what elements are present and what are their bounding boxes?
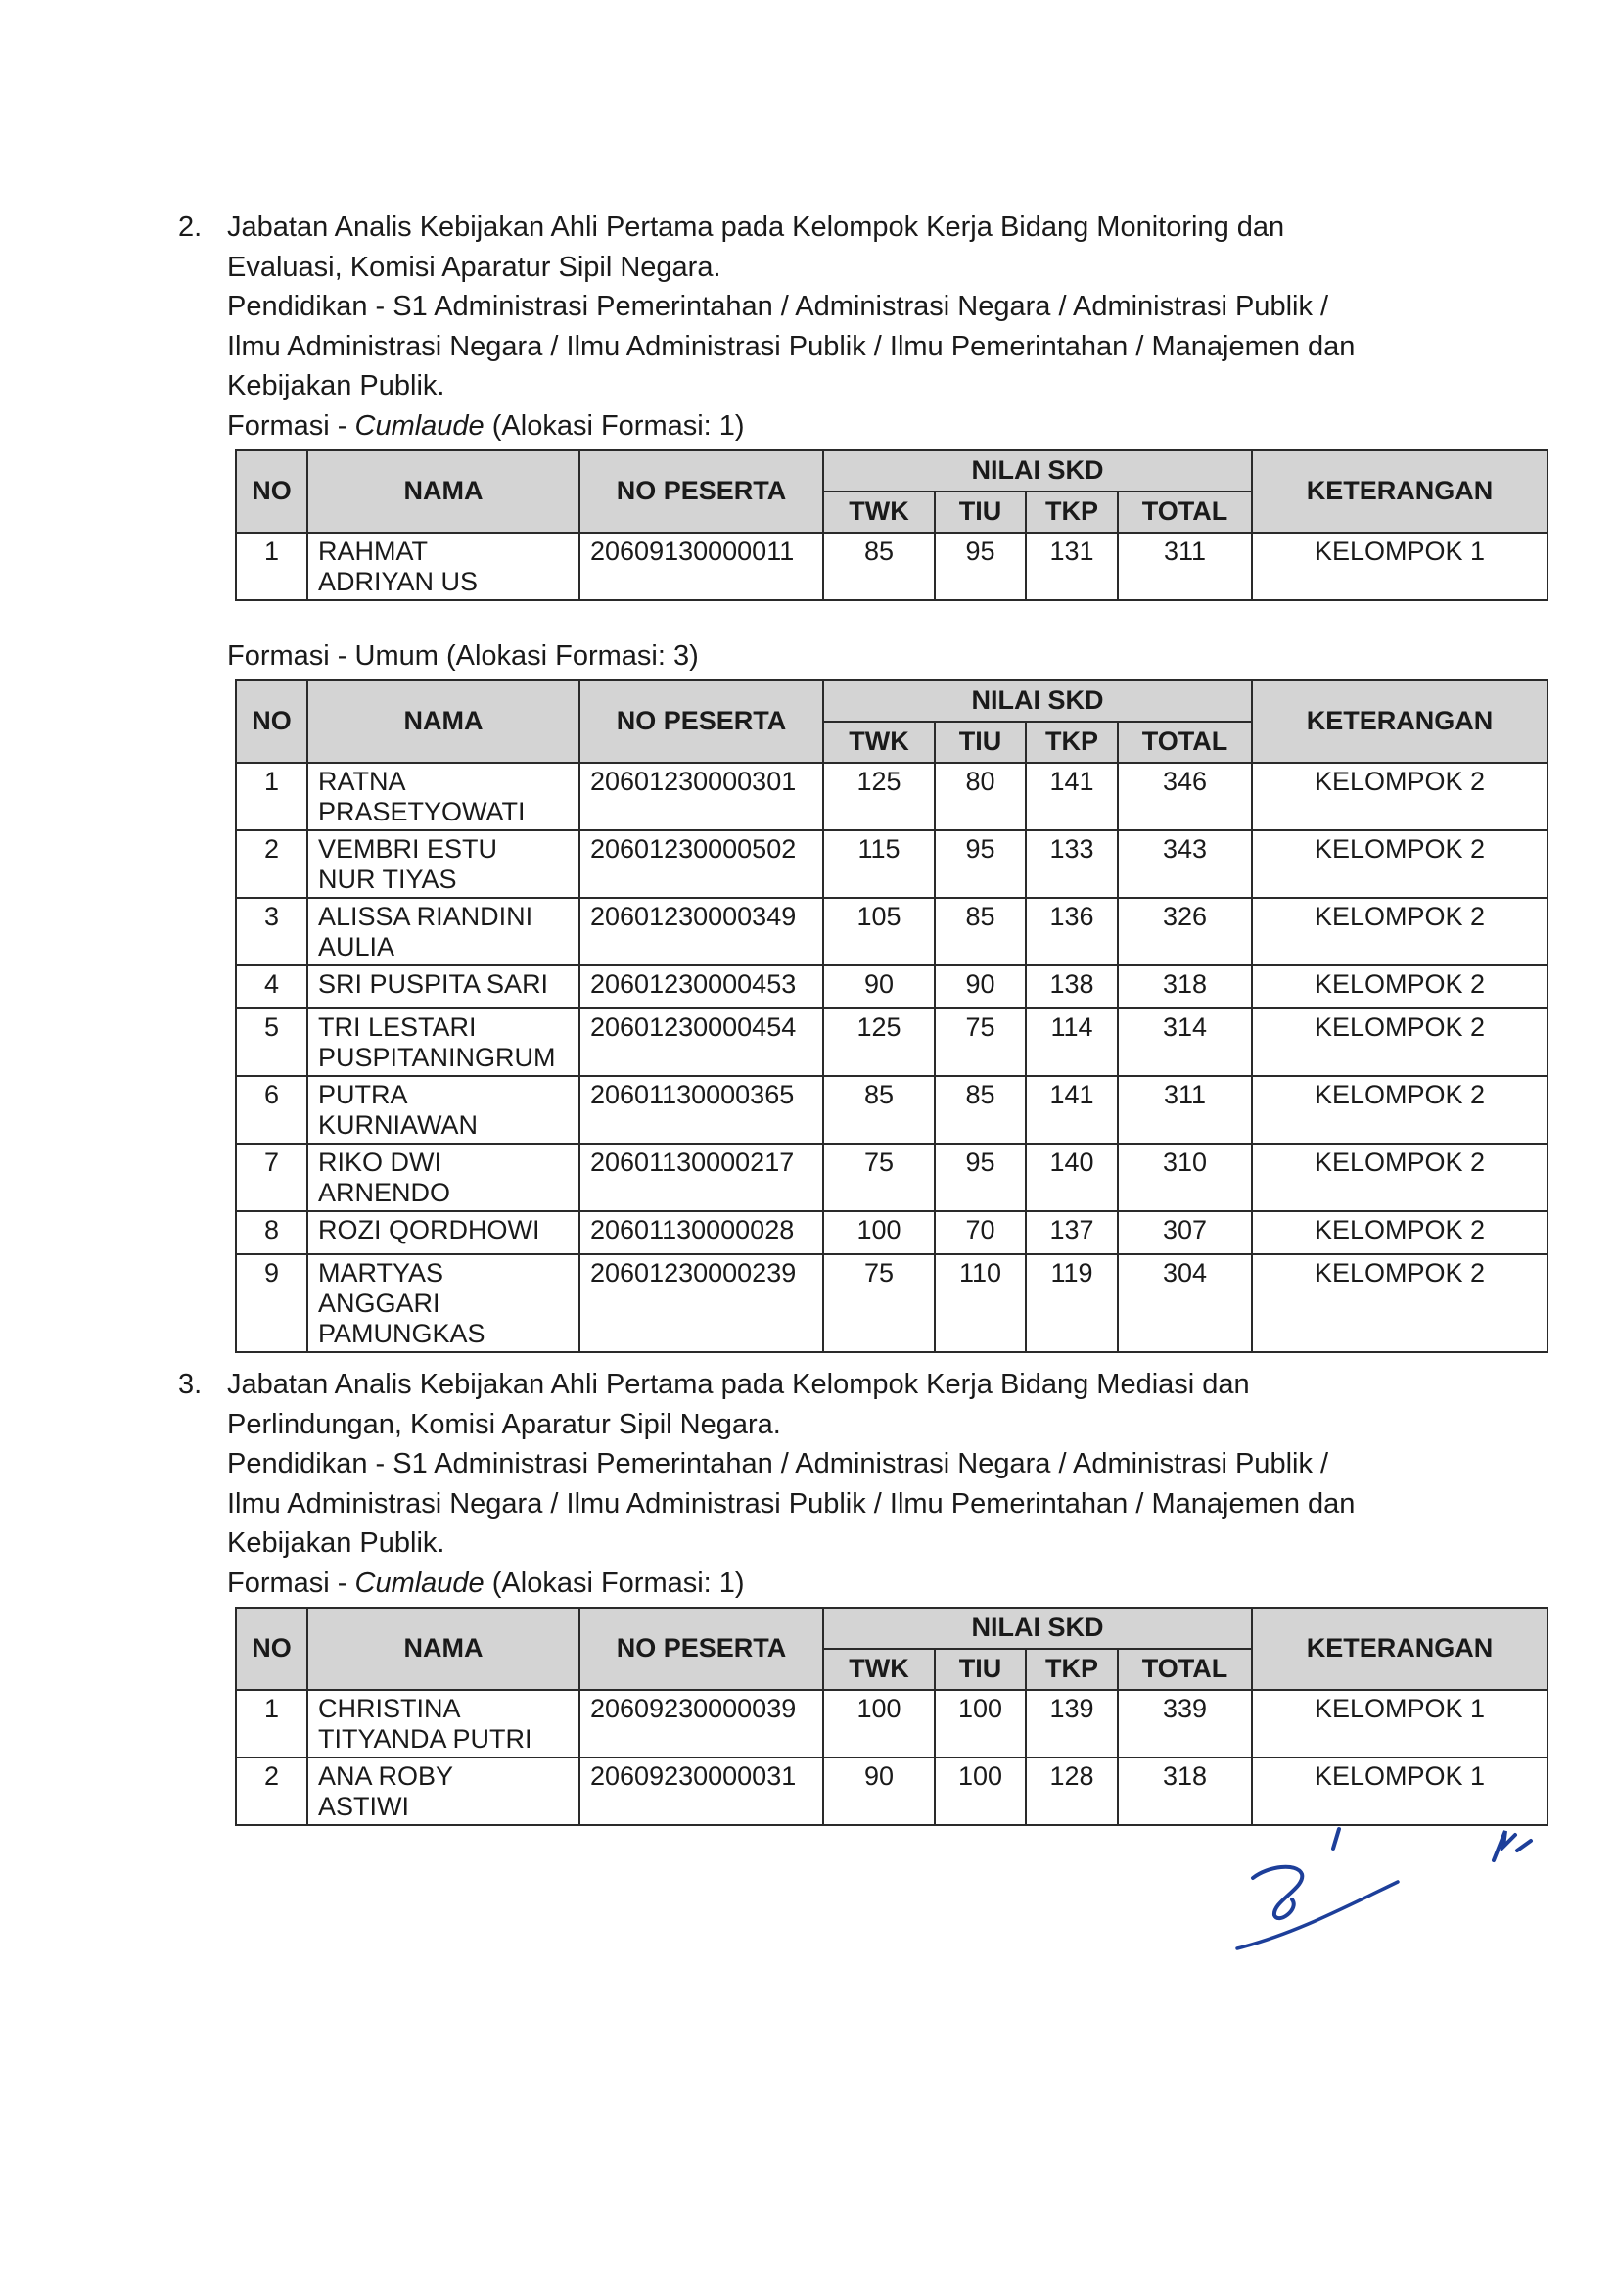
initial-mark	[1480, 1821, 1558, 1870]
cell-no-peserta: 20601230000349	[579, 898, 823, 965]
cell-keterangan: KELOMPOK 2	[1252, 1144, 1548, 1211]
table-row	[236, 1254, 1548, 1352]
nama-line: PAMUNGKAS	[318, 1318, 485, 1348]
cell-tkp: 133	[1026, 830, 1118, 898]
header-total: TOTAL	[1118, 1649, 1252, 1690]
cell-nama	[307, 1690, 579, 1757]
cell-twk: 125	[823, 763, 935, 830]
table-row	[236, 898, 1548, 965]
cell-total: 314	[1118, 1008, 1252, 1076]
table-row	[236, 830, 1548, 898]
table-row	[236, 1008, 1548, 1076]
cell-nama	[307, 1076, 579, 1144]
table-section3-cumlaude	[235, 1607, 1548, 1826]
cell-tkp: 141	[1026, 763, 1118, 830]
cell-no: 4	[236, 965, 307, 1008]
cell-no-peserta: 20601130000217	[579, 1144, 823, 1211]
header-no-peserta: NO PESERTA	[579, 680, 823, 763]
formasi-name: Cumlaude	[354, 409, 485, 442]
header-nilai-skd: NILAI SKD	[823, 680, 1252, 722]
header-keterangan: KETERANGAN	[1252, 1608, 1548, 1690]
table-row	[236, 763, 1548, 830]
nama-line: RATNA	[318, 766, 406, 796]
nama-line: TRI LESTARI	[318, 1011, 477, 1042]
cell-no-peserta: 20601130000028	[579, 1211, 823, 1254]
cell-keterangan: KELOMPOK 2	[1252, 830, 1548, 898]
section-number: 3.	[178, 1369, 203, 1400]
cell-total: 318	[1118, 965, 1252, 1008]
jabatan-line: Jabatan Analis Kebijakan Ahli Pertama pada Kelompok Kerja Bidang Mediasi dan	[227, 1369, 1250, 1400]
cell-keterangan: KELOMPOK 2	[1252, 1076, 1548, 1144]
cell-tkp: 136	[1026, 898, 1118, 965]
cell-twk: 85	[823, 533, 935, 600]
header-no: NO	[236, 450, 307, 533]
formasi-suffix: (Alokasi Formasi: 1)	[484, 1567, 745, 1599]
cell-keterangan: KELOMPOK 1	[1252, 1757, 1548, 1825]
cell-nama	[307, 1211, 579, 1254]
cell-total: 307	[1118, 1211, 1252, 1254]
cell-keterangan: KELOMPOK 1	[1252, 533, 1548, 600]
header-no: NO	[236, 680, 307, 763]
cell-twk: 100	[823, 1690, 935, 1757]
cell-keterangan: KELOMPOK 2	[1252, 1254, 1548, 1352]
pendidikan-line: Kebijakan Publik.	[227, 370, 445, 401]
nama-line: KURNIAWAN	[318, 1109, 479, 1140]
header-no-peserta: NO PESERTA	[579, 450, 823, 533]
cell-no: 1	[236, 1690, 307, 1757]
cell-keterangan: KELOMPOK 1	[1252, 1690, 1548, 1757]
formasi-cumlaude-label	[227, 406, 1458, 445]
nama-line: ALISSA RIANDINI	[318, 901, 533, 931]
pendidikan-line: Ilmu Administrasi Negara / Ilmu Administrasi Publik / Ilmu Pemerintahan / Manajemen dan	[227, 1487, 1356, 1520]
section-number: 2.	[178, 211, 203, 243]
table-row	[236, 1690, 1548, 1757]
header-twk: TWK	[823, 1649, 935, 1690]
cell-nama	[307, 1254, 579, 1352]
section-3-heading	[178, 1365, 1458, 1564]
cell-twk: 85	[823, 1076, 935, 1144]
header-nama: NAMA	[307, 1608, 579, 1690]
cell-twk: 105	[823, 898, 935, 965]
cell-tiu: 70	[935, 1211, 1026, 1254]
header-no-peserta: NO PESERTA	[579, 1608, 823, 1690]
cell-no: 1	[236, 533, 307, 600]
cell-no-peserta: 20609230000039	[579, 1690, 823, 1757]
table-row	[236, 1757, 1548, 1825]
cell-nama	[307, 898, 579, 965]
nama-line: TITYANDA PUTRI	[318, 1723, 532, 1754]
header-tiu: TIU	[935, 1649, 1026, 1690]
section-3	[178, 1365, 1494, 1826]
cell-tiu: 75	[935, 1008, 1026, 1076]
cell-twk: 75	[823, 1144, 935, 1211]
nama-line: RIKO DWI	[318, 1147, 441, 1177]
nama-line: ROZI QORDHOWI	[318, 1214, 540, 1244]
cell-tkp: 131	[1026, 533, 1118, 600]
cell-tkp: 114	[1026, 1008, 1118, 1076]
pendidikan-line: Ilmu Administrasi Negara / Ilmu Administrasi Publik / Ilmu Pemerintahan / Manajemen dan	[227, 330, 1356, 362]
cell-keterangan: KELOMPOK 2	[1252, 763, 1548, 830]
cell-no: 8	[236, 1211, 307, 1254]
header-no: NO	[236, 1608, 307, 1690]
cell-total: 343	[1118, 830, 1252, 898]
nama-line: ANGGARI	[318, 1288, 440, 1318]
table-row	[236, 1144, 1548, 1211]
nama-line: PRASETYOWATI	[318, 796, 526, 826]
table-header	[236, 680, 1548, 763]
nama-line: NUR TIYAS	[318, 864, 457, 894]
cell-total: 311	[1118, 533, 1252, 600]
nama-line: CHRISTINA	[318, 1693, 461, 1723]
header-nilai-skd: NILAI SKD	[823, 1608, 1252, 1649]
cell-keterangan: KELOMPOK 2	[1252, 965, 1548, 1008]
cell-no: 3	[236, 898, 307, 965]
table-section2-cumlaude	[235, 449, 1548, 601]
cell-no-peserta: 20601230000502	[579, 830, 823, 898]
cell-no: 6	[236, 1076, 307, 1144]
cell-tiu: 90	[935, 965, 1026, 1008]
cell-twk: 90	[823, 1757, 935, 1825]
nama-line: RAHMAT	[318, 536, 428, 566]
cell-total: 304	[1118, 1254, 1252, 1352]
signature-mark	[1224, 1819, 1419, 1966]
cell-tiu: 85	[935, 1076, 1026, 1144]
cell-no: 2	[236, 1757, 307, 1825]
jabatan-line: Perlindungan, Komisi Aparatur Sipil Negara.	[227, 1408, 781, 1440]
header-keterangan: KETERANGAN	[1252, 680, 1548, 763]
jabatan-line: Evaluasi, Komisi Aparatur Sipil Negara.	[227, 251, 721, 283]
header-twk: TWK	[823, 492, 935, 533]
cell-tiu: 95	[935, 533, 1026, 600]
table-section2-umum	[235, 679, 1548, 1353]
cell-tiu: 85	[935, 898, 1026, 965]
cell-tiu: 80	[935, 763, 1026, 830]
cell-no: 5	[236, 1008, 307, 1076]
nama-line: PUTRA	[318, 1079, 408, 1109]
cell-nama	[307, 1757, 579, 1825]
cell-no-peserta: 20601230000454	[579, 1008, 823, 1076]
nama-line: VEMBRI ESTU	[318, 833, 498, 864]
cell-no: 7	[236, 1144, 307, 1211]
cell-twk: 75	[823, 1254, 935, 1352]
formasi-prefix: Formasi -	[227, 409, 355, 442]
cell-tiu: 95	[935, 1144, 1026, 1211]
cell-total: 318	[1118, 1757, 1252, 1825]
header-tkp: TKP	[1026, 492, 1118, 533]
section-2	[178, 208, 1494, 1353]
cell-total: 310	[1118, 1144, 1252, 1211]
cell-nama	[307, 763, 579, 830]
header-nama: NAMA	[307, 680, 579, 763]
nama-line: ARNENDO	[318, 1177, 451, 1207]
cell-nama	[307, 533, 579, 600]
cell-tiu: 100	[935, 1690, 1026, 1757]
cell-nama	[307, 1144, 579, 1211]
table-row	[236, 1211, 1548, 1254]
cell-nama	[307, 1008, 579, 1076]
cell-keterangan: KELOMPOK 2	[1252, 1211, 1548, 1254]
cell-no: 9	[236, 1254, 307, 1352]
cell-no: 2	[236, 830, 307, 898]
cell-keterangan: KELOMPOK 2	[1252, 1008, 1548, 1076]
nama-line: ANA ROBY	[318, 1760, 454, 1791]
nama-line: MARTYAS	[318, 1257, 444, 1288]
cell-total: 311	[1118, 1076, 1252, 1144]
header-tiu: TIU	[935, 492, 1026, 533]
table-header	[236, 450, 1548, 533]
cell-twk: 115	[823, 830, 935, 898]
cell-no-peserta: 20601230000453	[579, 965, 823, 1008]
header-nama: NAMA	[307, 450, 579, 533]
formasi-suffix: (Alokasi Formasi: 1)	[484, 409, 745, 442]
cell-no: 1	[236, 763, 307, 830]
cell-nama	[307, 965, 579, 1008]
cell-tkp: 141	[1026, 1076, 1118, 1144]
cell-no-peserta: 20609230000031	[579, 1757, 823, 1825]
cell-no-peserta: 20601230000239	[579, 1254, 823, 1352]
nama-line: PUSPITANINGRUM	[318, 1042, 556, 1072]
table-row	[236, 1076, 1548, 1144]
cell-total: 326	[1118, 898, 1252, 965]
jabatan-line: Jabatan Analis Kebijakan Ahli Pertama pada Kelompok Kerja Bidang Monitoring dan	[227, 211, 1285, 243]
header-tkp: TKP	[1026, 1649, 1118, 1690]
header-tkp: TKP	[1026, 722, 1118, 763]
header-tiu: TIU	[935, 722, 1026, 763]
pendidikan-line: Pendidikan - S1 Administrasi Pemerintahan / Administrasi Negara / Administrasi Publik /	[227, 291, 1329, 322]
table-row	[236, 533, 1548, 600]
cell-tkp: 139	[1026, 1690, 1118, 1757]
cell-total: 339	[1118, 1690, 1252, 1757]
cell-no-peserta: 20601230000301	[579, 763, 823, 830]
cell-no-peserta: 20609130000011	[579, 533, 823, 600]
header-nilai-skd: NILAI SKD	[823, 450, 1252, 492]
cell-tkp: 128	[1026, 1757, 1118, 1825]
nama-line: SRI PUSPITA SARI	[318, 968, 549, 999]
cell-tkp: 137	[1026, 1211, 1118, 1254]
header-total: TOTAL	[1118, 722, 1252, 763]
formasi-umum-label: Formasi - Umum (Alokasi Formasi: 3)	[227, 639, 699, 672]
cell-tkp: 140	[1026, 1144, 1118, 1211]
table-header	[236, 1608, 1548, 1690]
formasi-cumlaude-label	[227, 1564, 1458, 1603]
nama-line: AULIA	[318, 931, 395, 961]
section-2-heading	[178, 208, 1458, 406]
cell-twk: 90	[823, 965, 935, 1008]
cell-keterangan: KELOMPOK 2	[1252, 898, 1548, 965]
cell-tiu: 100	[935, 1757, 1026, 1825]
cell-nama	[307, 830, 579, 898]
cell-twk: 125	[823, 1008, 935, 1076]
nama-line: ADRIYAN US	[318, 566, 479, 596]
pendidikan-line: Kebijakan Publik.	[227, 1527, 445, 1559]
header-total: TOTAL	[1118, 492, 1252, 533]
formasi-name: Cumlaude	[354, 1567, 485, 1599]
cell-no-peserta: 20601130000365	[579, 1076, 823, 1144]
header-keterangan: KETERANGAN	[1252, 450, 1548, 533]
cell-twk: 100	[823, 1211, 935, 1254]
pendidikan-line: Pendidikan - S1 Administrasi Pemerintahan / Administrasi Negara / Administrasi Publik /	[227, 1448, 1329, 1479]
nama-line: ASTIWI	[318, 1791, 409, 1821]
cell-tiu: 95	[935, 830, 1026, 898]
cell-tkp: 119	[1026, 1254, 1118, 1352]
formasi-prefix: Formasi -	[227, 1567, 355, 1599]
header-twk: TWK	[823, 722, 935, 763]
table-row	[236, 965, 1548, 1008]
cell-tkp: 138	[1026, 965, 1118, 1008]
cell-total: 346	[1118, 763, 1252, 830]
cell-tiu: 110	[935, 1254, 1026, 1352]
